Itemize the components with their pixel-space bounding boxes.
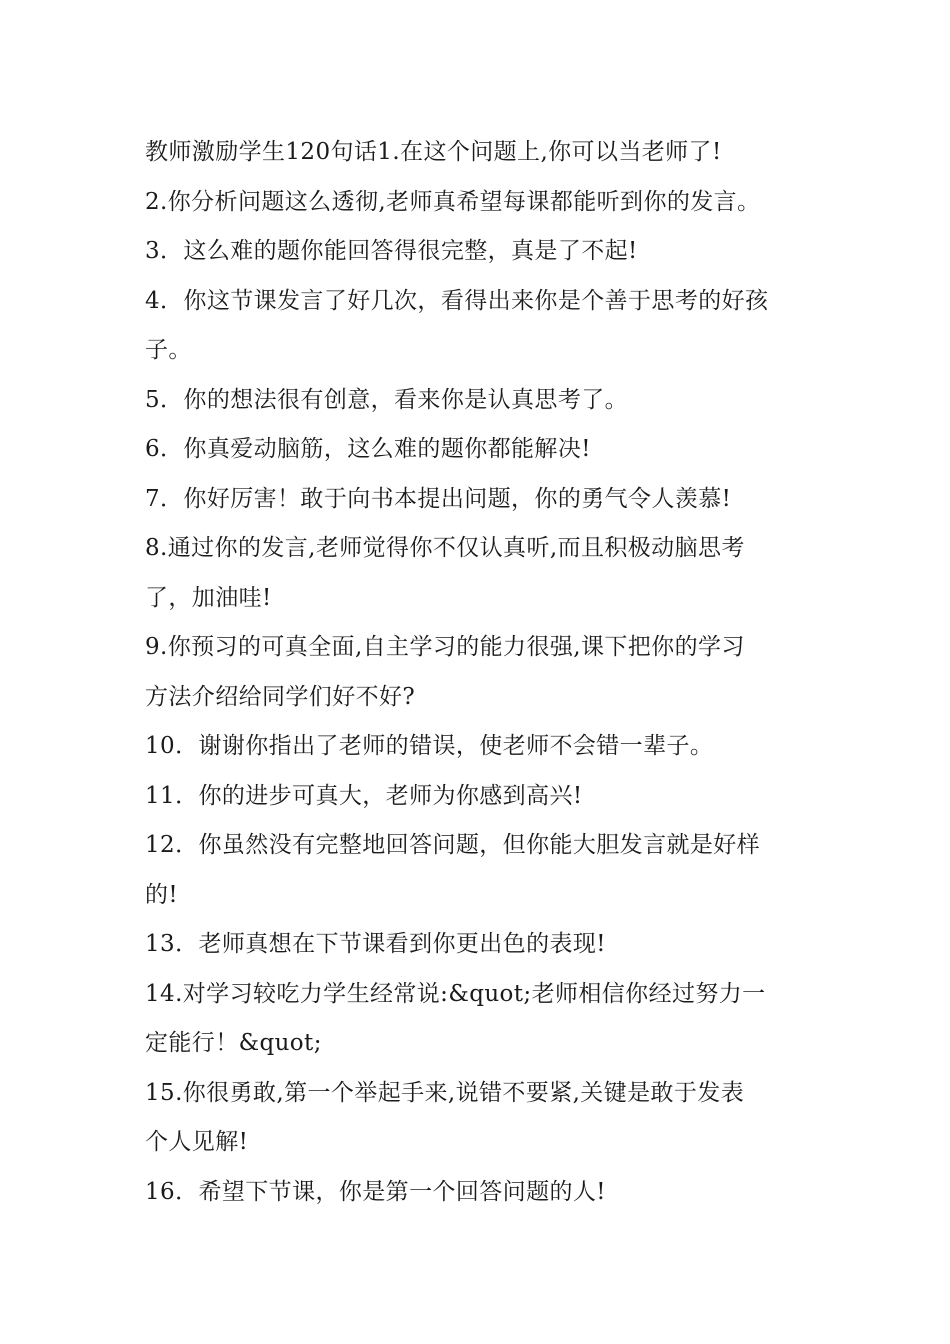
- text-line: 方法介绍给同学们好不好?: [145, 683, 416, 710]
- text-line: 15.你很勇敢,第一个举起手来,说错不要紧,关键是敢于发表: [145, 1079, 745, 1106]
- text-line: 4．你这节课发言了好几次，看得出来你是个善于思考的好孩: [145, 287, 769, 314]
- text-line: 14.对学习较吃力学生经常说:&quot;老师相信你经过努力一: [145, 980, 766, 1007]
- text-line: 5．你的想法很有创意，看来你是认真思考了。: [145, 386, 629, 413]
- text-line: 的!: [145, 881, 179, 908]
- text-line: 2.你分析问题这么透彻,老师真希望每课都能听到你的发言。: [145, 188, 761, 215]
- text-line: 13．老师真想在下节课看到你更出色的表现!: [145, 931, 606, 957]
- text-line: 10．谢谢你指出了老师的错误，使老师不会错一辈子。: [145, 733, 714, 759]
- text-line: 16．希望下节课，你是第一个回答问题的人!: [145, 1178, 606, 1205]
- text-line: 子。: [145, 337, 192, 363]
- text-line: 7．你好厉害！敢于向书本提出问题，你的勇气令人羡慕!: [145, 485, 732, 512]
- text-line: 8.通过你的发言,老师觉得你不仅认真听,而且积极动脑思考: [145, 535, 745, 561]
- document-body: [145, 128, 845, 1217]
- text-line: 9.你预习的可真全面,自主学习的能力很强,课下把你的学习: [145, 634, 745, 660]
- text-line: 3．这么难的题你能回答得很完整，真是了不起!: [145, 238, 638, 264]
- text-line: 11．你的进步可真大，老师为你感到高兴!: [145, 782, 583, 809]
- text-line: 教师激励学生120句话1.在这个问题上,你可以当老师了!: [145, 139, 722, 165]
- text-line: 6．你真爱动脑筋，这么难的题你都能解决!: [145, 436, 591, 462]
- text-line: 了，加油哇!: [145, 584, 272, 611]
- text-line: 个人见解!: [145, 1129, 249, 1155]
- text-line: 12．你虽然没有完整地回答问题，但你能大胆发言就是好样: [145, 832, 761, 858]
- text-line: 定能行！&quot;: [145, 1030, 322, 1056]
